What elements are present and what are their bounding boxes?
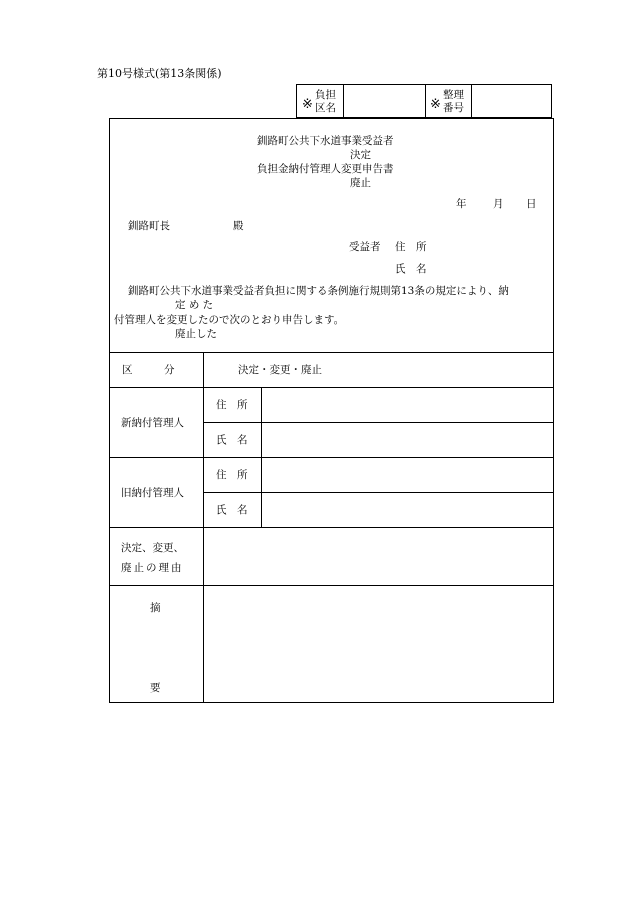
title-abolish: 廃止 [350, 177, 371, 189]
burden-label-line1: 負担 [315, 89, 336, 101]
new-manager-address-label: 住 所 [216, 399, 248, 411]
body-text-line2: 付管理人を変更したので次のとおり申告します。 [114, 314, 345, 326]
reference-box [296, 84, 552, 118]
form-number: 第10号様式(第13条関係) [97, 67, 222, 80]
asterisk-mark: ※ [302, 97, 313, 112]
old-manager-address-label: 住 所 [216, 469, 248, 481]
summary-label-bottom: 要 [150, 682, 161, 694]
new-manager-address-field[interactable] [262, 388, 553, 422]
reference-number-field[interactable] [472, 86, 550, 117]
reason-field[interactable] [204, 528, 553, 585]
old-manager-label: 旧納付管理人 [121, 487, 184, 499]
applicant-address-label: 住 所 [395, 241, 427, 253]
title-line1: 釧路町公共下水道事業受益者 [257, 135, 394, 147]
reason-label-line1: 決定、変更、 [121, 542, 184, 554]
old-manager-address-field[interactable] [262, 458, 553, 492]
applicant-label: 受益者 [349, 241, 381, 253]
asterisk-mark: ※ [430, 97, 441, 112]
reason-label-line2: 廃止の理由 [121, 562, 184, 574]
body-text-line1: 釧路町公共下水道事業受益者負担に関する条例施行規則第13条の規定により、納 [128, 285, 509, 297]
summary-field[interactable] [204, 586, 553, 702]
applicant-name-label: 氏 名 [395, 263, 427, 275]
date-month: 月 [493, 198, 504, 210]
burden-area-field[interactable] [344, 86, 424, 117]
addressee-honorific: 殿 [233, 220, 244, 232]
date-day: 日 [526, 198, 537, 210]
title-line2: 負担金納付管理人変更申告書 [257, 163, 394, 175]
old-manager-name-field[interactable] [262, 493, 553, 527]
category-options[interactable]: 決定・変更・廃止 [238, 364, 322, 376]
reference-label-line1: 整理 [443, 89, 464, 101]
new-manager-label: 新納付管理人 [121, 417, 184, 429]
old-manager-name-label: 氏 名 [216, 504, 248, 516]
new-manager-name-label: 氏 名 [216, 434, 248, 446]
body-text-abolished: 廃止した [175, 328, 217, 340]
reference-label-line2: 番号 [443, 102, 464, 114]
declaration-form [109, 118, 554, 703]
summary-label-top: 摘 [150, 602, 161, 614]
body-text-determined: 定 め た [175, 299, 214, 311]
new-manager-name-field[interactable] [262, 423, 553, 457]
burden-label-line2: 区名 [315, 102, 336, 114]
category-label: 区 分 [122, 364, 175, 376]
title-decide: 決定 [350, 149, 371, 161]
date-year: 年 [456, 198, 467, 210]
addressee-name: 釧路町長 [128, 220, 170, 232]
